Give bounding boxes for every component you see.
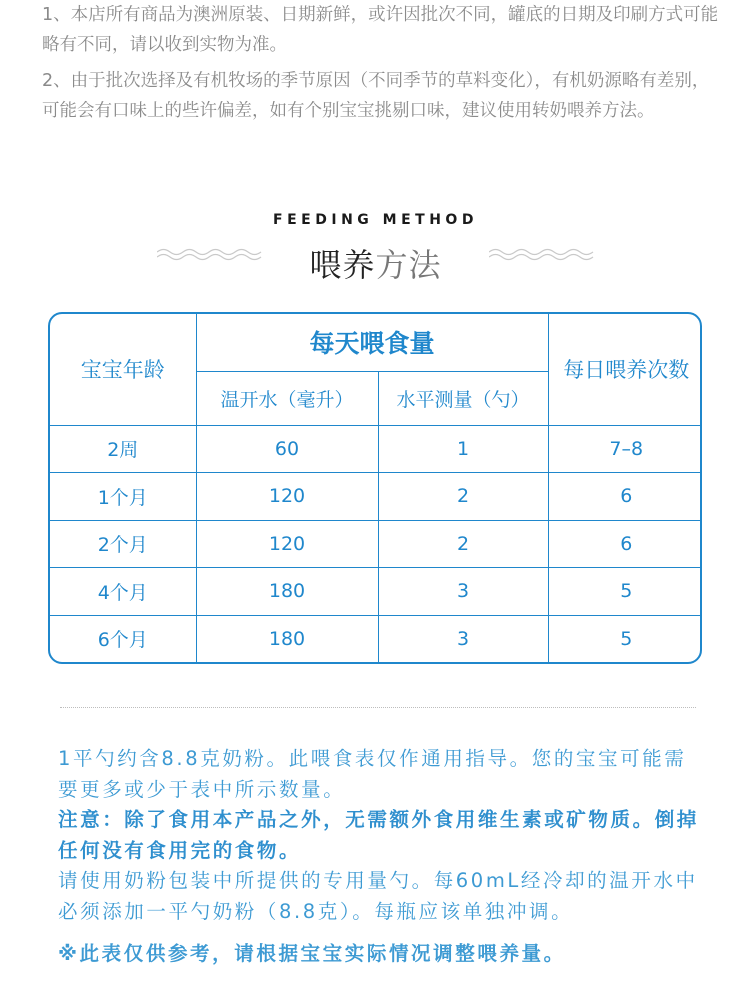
- cell-age: 6个月: [50, 615, 196, 662]
- cell-times: 7–8: [548, 425, 702, 473]
- section-title-en: FEEDING METHOD: [273, 212, 478, 228]
- instruction-note: 注意：除了食用本产品之外，无需额外食用维生素或矿物质。倒掉任何没有食用完的食物。: [58, 808, 699, 862]
- feeding-table: [48, 312, 702, 664]
- notice-section: [42, 0, 722, 126]
- title-dark-part: 喂养: [309, 246, 376, 284]
- title-light-part: 方法: [375, 246, 442, 284]
- cell-scoop: 1: [378, 425, 548, 473]
- dotted-divider: [60, 707, 696, 708]
- cell-scoop: 3: [378, 568, 548, 616]
- cell-age: 2周: [50, 425, 196, 473]
- cell-times: 6: [548, 473, 702, 521]
- cell-water: 120: [196, 473, 378, 521]
- cell-age: 4个月: [50, 568, 196, 616]
- notice-2: 2、由于批次选择及有机牧场的季节原因（不同季节的草料变化），有机奶源略有差别，可能会有口味上的些许偏差，如有个别宝宝挑剔口味，建议使用转奶喂养方法。: [42, 71, 710, 121]
- cell-times: 5: [548, 568, 702, 616]
- header-water-ml: 温开水（毫升）: [196, 371, 378, 425]
- table-row: [50, 568, 702, 616]
- table-row: [50, 520, 702, 568]
- cell-water: 60: [196, 425, 378, 473]
- cell-times: 5: [548, 615, 702, 662]
- cell-times: 6: [548, 520, 702, 568]
- table-row: [50, 615, 702, 662]
- header-age: 宝宝年龄: [50, 314, 196, 425]
- cell-scoop: 2: [378, 473, 548, 521]
- table-row: [50, 425, 702, 473]
- cell-water: 180: [196, 615, 378, 662]
- instruction-preparation: 请使用奶粉包装中所提供的专用量勺。每60mL经冷却的温开水中必须添加一平勺奶粉（8.8克）。每瓶应该单独冲调。: [58, 869, 698, 923]
- cell-scoop: 3: [378, 615, 548, 662]
- reference-disclaimer: ※此表仅供参考，请根据宝宝实际情况调整喂养量。: [58, 942, 566, 965]
- wave-decoration-right: [489, 247, 594, 261]
- cell-scoop: 2: [378, 520, 548, 568]
- cell-age: 2个月: [50, 520, 196, 568]
- cell-water: 180: [196, 568, 378, 616]
- feeding-instructions: [58, 744, 708, 970]
- cell-water: 120: [196, 520, 378, 568]
- notice-1: 1、本店所有商品为澳洲原装、日期新鲜，或许因批次不同，罐底的日期及印刷方式可能略有不同，请以收到实物为准。: [42, 5, 719, 55]
- instruction-scoop: 1平勺约含8.8克奶粉。此喂食表仅作通用指导。您的宝宝可能需要更多或少于表中所示数量。: [58, 747, 687, 801]
- header-daily-amount: 每天喂食量: [196, 314, 548, 371]
- header-scoops: 水平测量（勺）: [378, 371, 548, 425]
- cell-age: 1个月: [50, 473, 196, 521]
- section-title-zh: [0, 240, 751, 286]
- header-feedings-per-day: 每日喂养次数: [548, 314, 702, 425]
- table-row: [50, 473, 702, 521]
